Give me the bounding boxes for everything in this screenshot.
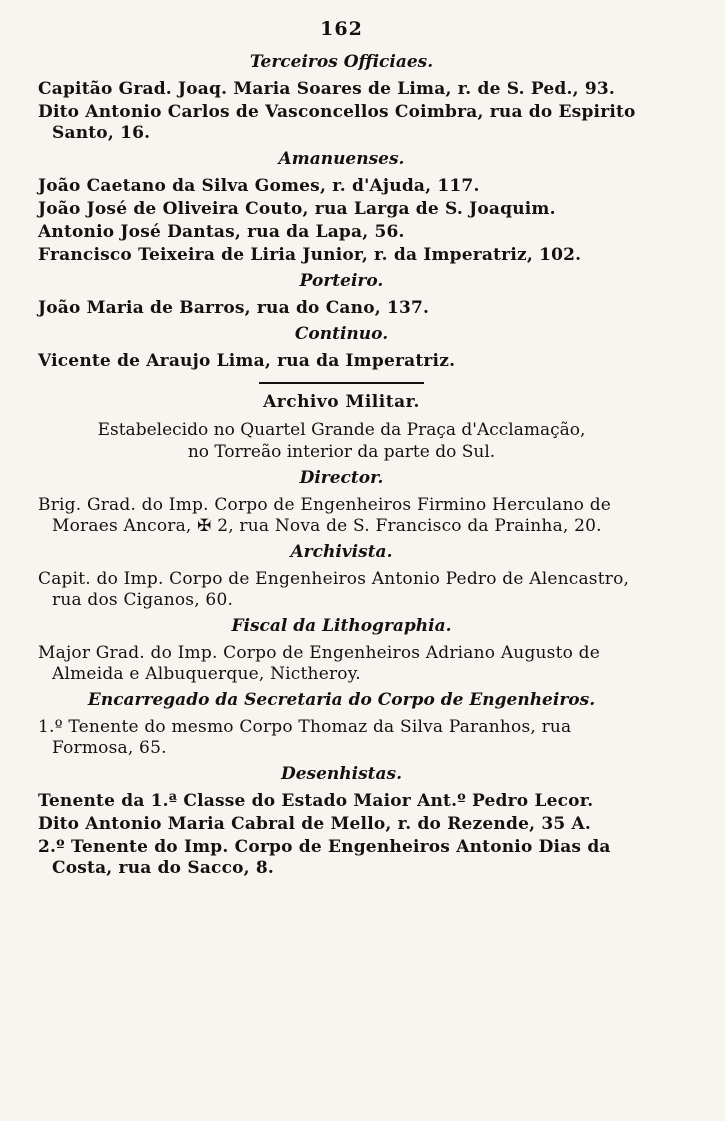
section-heading-desenhistas: Desenhistas. — [280, 764, 403, 784]
section-desenhistas — [38, 791, 645, 879]
entry: 2.º Tenente do Imp. Corpo de Engenheiros Antonio Dias da Costa, rua do Sacco, 8. — [38, 837, 611, 878]
section-archivista — [38, 569, 645, 611]
archivo-location-line: Estabelecido no Quartel Grande da Praça d'Acclamação, — [97, 420, 586, 440]
section-director — [38, 495, 645, 537]
section-heading-encarregado: Encarregado da Secretaria do Corpo de Engenheiros. — [87, 690, 596, 710]
entry: Vicente de Araujo Lima, rua da Imperatriz. — [38, 351, 456, 371]
section-heading-terceiros: Terceiros Officiaes. — [249, 52, 434, 72]
entry: Brig. Grad. do Imp. Corpo de Engenheiros Firmino Herculano de Moraes Ancora, ✠ 2, rua Nova de S. Francisco da Prainha, 20. — [38, 495, 612, 536]
entry: Francisco Teixeira de Liria Junior, r. da Imperatriz, 102. — [38, 245, 582, 265]
section-continuo — [38, 351, 645, 372]
entry: João Maria de Barros, rua do Cano, 137. — [38, 298, 430, 318]
entry: Antonio José Dantas, rua da Lapa, 56. — [38, 222, 405, 242]
section-heading-director: Director. — [299, 468, 384, 488]
section-heading-continuo: Continuo. — [294, 324, 389, 344]
section-heading-fiscal: Fiscal da Lithographia. — [231, 616, 452, 636]
entry: Tenente da 1.ª Classe do Estado Maior Ant.º Pedro Lecor. — [38, 791, 594, 811]
entry: Major Grad. do Imp. Corpo de Engenheiros Adriano Augusto de Almeida e Albuquerque, Nictheroy. — [38, 643, 601, 684]
entry: João José de Oliveira Couto, rua Larga de S. Joaquim. — [38, 199, 556, 219]
entry: Capit. do Imp. Corpo de Engenheiros Antonio Pedro de Alencastro, rua dos Ciganos, 60. — [38, 569, 630, 610]
section-heading-archivo: Archivo Militar. — [263, 392, 420, 412]
section-porteiro — [38, 298, 645, 319]
section-encarregado — [38, 717, 645, 759]
entry: João Caetano da Silva Gomes, r. d'Ajuda, 117. — [38, 176, 480, 196]
page-number: 162 — [320, 18, 363, 40]
section-heading-archivista: Archivista. — [290, 542, 393, 562]
section-heading-amanuenses: Amanuenses. — [278, 149, 405, 169]
archivo-location-line: no Torreão interior da parte do Sul. — [187, 442, 496, 462]
entry: Capitão Grad. Joaq. Maria Soares de Lima, r. de S. Ped., 93. — [38, 79, 616, 99]
section-amanuenses — [38, 176, 645, 266]
section-fiscal — [38, 643, 645, 685]
section-heading-porteiro: Porteiro. — [299, 271, 384, 291]
entry: Dito Antonio Maria Cabral de Mello, r. do Rezende, 35 A. — [38, 814, 592, 834]
entry: Dito Antonio Carlos de Vasconcellos Coimbra, rua do Espirito Santo, 16. — [38, 102, 636, 143]
entry: 1.º Tenente do mesmo Corpo Thomaz da Silva Paranhos, rua Formosa, 65. — [38, 717, 572, 758]
section-divider — [259, 382, 424, 384]
section-archivo — [38, 419, 645, 463]
section-terceiros — [38, 79, 645, 144]
